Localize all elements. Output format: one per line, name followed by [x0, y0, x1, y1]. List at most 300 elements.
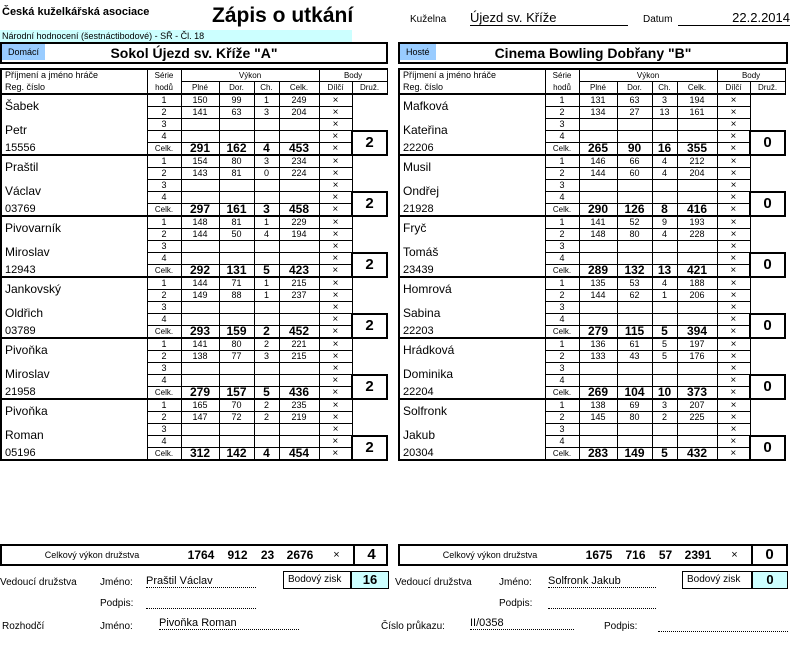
total-label: Celk.: [147, 265, 181, 278]
home-sign-line: [146, 596, 256, 609]
table-row: [1, 155, 387, 168]
x-mark: ×: [319, 94, 352, 107]
home-total-celk: 2676: [286, 548, 314, 562]
empty-cell: [219, 241, 254, 253]
total-label: Celk.: [545, 143, 579, 156]
score-cell: 3: [652, 94, 677, 107]
x-mark: ×: [717, 265, 750, 278]
score-cell: 194: [279, 229, 319, 241]
col-header-vykon: Výkon: [181, 69, 319, 82]
x-mark: ×: [717, 387, 750, 400]
serie-number: 2: [147, 107, 181, 119]
serie-number: 2: [147, 229, 181, 241]
x-mark: ×: [319, 216, 352, 229]
total-cell: 16: [652, 143, 677, 156]
score-cell: 229: [279, 216, 319, 229]
x-mark: ×: [717, 412, 750, 424]
score-cell: 224: [279, 168, 319, 180]
points-spacer: [750, 399, 785, 436]
serie-number: 4: [147, 314, 181, 326]
away-total-points: 0: [751, 546, 786, 564]
venue-label: Kuželna: [410, 14, 447, 25]
score-cell: 81: [219, 216, 254, 229]
player-total-row: [1, 143, 387, 156]
player-firstname: Kateřina: [399, 119, 545, 143]
empty-cell: [254, 119, 279, 131]
empty-cell: [617, 302, 652, 314]
score-cell: 215: [279, 351, 319, 363]
player-reg: 15556: [1, 143, 147, 156]
empty-cell: [617, 180, 652, 192]
total-cell: 5: [652, 448, 677, 461]
table-row: [1, 277, 387, 290]
empty-cell: [652, 363, 677, 375]
empty-cell: [279, 302, 319, 314]
x-mark: ×: [717, 107, 750, 119]
empty-cell: [652, 119, 677, 131]
player-total-row: [399, 143, 785, 156]
score-cell: 138: [181, 351, 219, 363]
col-header-dilci: Dílčí: [717, 82, 750, 95]
total-cell: 291: [181, 143, 219, 156]
score-cell: 50: [219, 229, 254, 241]
score-cell: 144: [181, 277, 219, 290]
col-header-dor: Dor.: [617, 82, 652, 95]
total-cell: 162: [219, 143, 254, 156]
col-header-druz: Druž.: [352, 82, 387, 95]
score-cell: 249: [279, 94, 319, 107]
away-team-box: [398, 42, 788, 64]
x-mark: ×: [319, 107, 352, 119]
serie-number: 4: [147, 436, 181, 448]
score-cell: 1: [652, 290, 677, 302]
col-header-dilci: Dílčí: [319, 82, 352, 95]
total-cell: 421: [677, 265, 717, 278]
empty-cell: [181, 363, 219, 375]
points-spacer: [352, 399, 387, 436]
away-name-label: Jméno:: [499, 577, 532, 588]
total-cell: 5: [254, 265, 279, 278]
table-row: [399, 424, 785, 436]
score-cell: 204: [677, 168, 717, 180]
serie-number: 1: [147, 277, 181, 290]
col-header-ch: Ch.: [254, 82, 279, 95]
referee-name: Pivoňka Roman: [159, 617, 299, 630]
x-mark: ×: [319, 143, 352, 156]
x-mark: ×: [717, 351, 750, 363]
empty-cell: [254, 180, 279, 192]
player-points: 0: [750, 314, 785, 339]
total-label: Celk.: [147, 143, 181, 156]
total-cell: 159: [219, 326, 254, 339]
table-row: [399, 241, 785, 253]
x-mark: ×: [319, 387, 352, 400]
player-total-row: [1, 387, 387, 400]
empty-cell: [617, 363, 652, 375]
home-bz-label: Bodový zisk: [283, 571, 351, 589]
table-row: [399, 277, 785, 290]
x-mark: ×: [319, 351, 352, 363]
score-cell: 3: [254, 351, 279, 363]
empty-cell: [279, 424, 319, 436]
player-firstname: Tomáš: [399, 241, 545, 265]
table-row: [399, 216, 785, 229]
x-mark: ×: [717, 424, 750, 436]
player-total-row: [399, 387, 785, 400]
score-cell: 4: [254, 229, 279, 241]
empty-cell: [181, 241, 219, 253]
total-label: Celk.: [545, 265, 579, 278]
date-label: Datum: [643, 14, 673, 25]
score-cell: 204: [279, 107, 319, 119]
empty-cell: [579, 302, 617, 314]
table-row: [1, 119, 387, 131]
empty-cell: [181, 424, 219, 436]
score-cell: 1: [254, 216, 279, 229]
score-cell: 1: [254, 290, 279, 302]
x-mark: ×: [319, 204, 352, 217]
x-mark: ×: [717, 363, 750, 375]
total-cell: 265: [579, 143, 617, 156]
player-reg: 21958: [1, 387, 147, 400]
empty-cell: [677, 302, 717, 314]
total-cell: 104: [617, 387, 652, 400]
total-cell: 290: [579, 204, 617, 217]
total-cell: 394: [677, 326, 717, 339]
score-cell: 81: [219, 168, 254, 180]
score-cell: 149: [181, 290, 219, 302]
x-mark: ×: [717, 119, 750, 131]
away-total-plne: 1675: [585, 548, 613, 562]
x-mark: ×: [717, 204, 750, 217]
home-tag: Domácí: [2, 44, 45, 60]
total-cell: 269: [579, 387, 617, 400]
x-mark: ×: [717, 290, 750, 302]
empty-cell: [279, 363, 319, 375]
x-mark: ×: [717, 448, 750, 461]
score-cell: 13: [652, 107, 677, 119]
empty-cell: [579, 180, 617, 192]
player-surname: Pivoňka: [1, 399, 147, 424]
x-mark: ×: [717, 131, 750, 143]
x-mark: ×: [319, 424, 352, 436]
score-cell: 215: [279, 277, 319, 290]
col-header-plne: Plné: [181, 82, 219, 95]
empty-cell: [219, 424, 254, 436]
col-header-ch: Ch.: [652, 82, 677, 95]
serie-number: 3: [545, 302, 579, 314]
x-mark: ×: [319, 448, 352, 461]
empty-cell: [254, 302, 279, 314]
player-reg: 22206: [399, 143, 545, 156]
score-cell: 0: [254, 168, 279, 180]
serie-number: 2: [545, 351, 579, 363]
score-cell: 144: [181, 229, 219, 241]
table-row: [1, 424, 387, 436]
table-row: [399, 119, 785, 131]
referee-card: II/0358: [470, 617, 574, 630]
score-cell: 146: [579, 155, 617, 168]
empty-cell: [617, 424, 652, 436]
total-cell: 283: [579, 448, 617, 461]
total-label: Celk.: [147, 387, 181, 400]
score-cell: 194: [677, 94, 717, 107]
points-spacer: [352, 216, 387, 253]
empty-cell: [677, 119, 717, 131]
score-cell: 148: [181, 216, 219, 229]
table-row: [399, 363, 785, 375]
player-firstname: Jakub: [399, 424, 545, 448]
table-row: [1, 216, 387, 229]
away-team-total: [398, 544, 788, 566]
serie-number: 1: [147, 94, 181, 107]
col-header-celk: Celk.: [279, 82, 319, 95]
player-firstname: Petr: [1, 119, 147, 143]
score-cell: 131: [579, 94, 617, 107]
serie-number: 2: [545, 412, 579, 424]
player-surname: Šabek: [1, 94, 147, 119]
referee-sign-label: Podpis:: [604, 621, 638, 632]
serie-number: 2: [147, 412, 181, 424]
serie-number: 1: [147, 155, 181, 168]
score-cell: 165: [181, 399, 219, 412]
serie-number: 2: [147, 290, 181, 302]
total-cell: 452: [279, 326, 319, 339]
score-cell: 80: [219, 155, 254, 168]
total-cell: 142: [219, 448, 254, 461]
home-sign-label: Podpis:: [100, 598, 134, 609]
total-label: Celk.: [545, 204, 579, 217]
total-label: Celk.: [147, 326, 181, 339]
empty-cell: [279, 180, 319, 192]
score-cell: 133: [579, 351, 617, 363]
away-sign-line: [548, 596, 656, 609]
player-reg: 03789: [1, 326, 147, 339]
player-firstname: Oldřich: [1, 302, 147, 326]
home-leader-label: Vedoucí družstva: [0, 577, 77, 588]
total-cell: 454: [279, 448, 319, 461]
empty-cell: [219, 180, 254, 192]
empty-cell: [652, 241, 677, 253]
total-cell: 432: [677, 448, 717, 461]
score-cell: 147: [181, 412, 219, 424]
x-mark: ×: [717, 253, 750, 265]
page-title: Zápis o utkání: [212, 4, 354, 27]
score-cell: 161: [677, 107, 717, 119]
player-points: 0: [750, 131, 785, 156]
table-row: [1, 180, 387, 192]
table-row: [1, 302, 387, 314]
serie-number: 1: [545, 277, 579, 290]
total-label: Celk.: [545, 326, 579, 339]
player-firstname: Václav: [1, 180, 147, 204]
serie-number: 3: [545, 424, 579, 436]
score-cell: 141: [181, 338, 219, 351]
player-surname: Jankovský: [1, 277, 147, 302]
score-cell: 2: [254, 399, 279, 412]
score-cell: 193: [677, 216, 717, 229]
score-cell: 197: [677, 338, 717, 351]
total-cell: 297: [181, 204, 219, 217]
player-surname: Pivoňka: [1, 338, 147, 363]
score-cell: 52: [617, 216, 652, 229]
empty-cell: [677, 241, 717, 253]
x-mark: ×: [319, 363, 352, 375]
serie-number: 1: [545, 399, 579, 412]
score-cell: 145: [579, 412, 617, 424]
player-total-row: [399, 204, 785, 217]
date-value: 22.2.2014: [678, 10, 790, 26]
total-cell: 416: [677, 204, 717, 217]
score-cell: 66: [617, 155, 652, 168]
score-cell: 154: [181, 155, 219, 168]
serie-number: 3: [147, 302, 181, 314]
serie-number: 1: [147, 216, 181, 229]
x-mark: ×: [717, 168, 750, 180]
serie-number: 2: [147, 168, 181, 180]
home-team-name: Sokol Újezd sv. Kříže "A": [110, 45, 278, 61]
empty-cell: [181, 302, 219, 314]
referee-name-label: Jméno:: [100, 621, 133, 632]
player-points: 2: [352, 192, 387, 217]
x-mark: ×: [717, 338, 750, 351]
empty-cell: [219, 302, 254, 314]
player-total-row: [1, 326, 387, 339]
total-cell: 90: [617, 143, 652, 156]
empty-cell: [254, 241, 279, 253]
total-label: Celk.: [147, 448, 181, 461]
player-firstname: Ondřej: [399, 180, 545, 204]
score-cell: 221: [279, 338, 319, 351]
score-cell: 70: [219, 399, 254, 412]
score-cell: 69: [617, 399, 652, 412]
serie-number: 3: [545, 363, 579, 375]
empty-cell: [617, 119, 652, 131]
table-row: [399, 155, 785, 168]
serie-number: 3: [147, 180, 181, 192]
score-cell: 138: [579, 399, 617, 412]
x-mark: ×: [319, 290, 352, 302]
total-cell: 115: [617, 326, 652, 339]
score-cell: 1: [254, 277, 279, 290]
player-surname: Hrádková: [399, 338, 545, 363]
score-cell: 235: [279, 399, 319, 412]
total-cell: 373: [677, 387, 717, 400]
total-cell: 355: [677, 143, 717, 156]
empty-cell: [254, 424, 279, 436]
points-spacer: [750, 338, 785, 375]
player-surname: Solfronk: [399, 399, 545, 424]
total-label: Celk.: [545, 387, 579, 400]
score-cell: 148: [579, 229, 617, 241]
player-points: 0: [750, 253, 785, 278]
referee-card-label: Číslo průkazu:: [381, 621, 445, 632]
player-surname: Pivovarník: [1, 216, 147, 241]
col-header-druz: Druž.: [750, 82, 785, 95]
player-reg: 03769: [1, 204, 147, 217]
col-header-name: Příjmení a jméno hráče: [399, 69, 545, 82]
away-team-name: Cinema Bowling Dobřany "B": [494, 45, 692, 61]
serie-number: 4: [147, 192, 181, 204]
empty-cell: [219, 119, 254, 131]
player-surname: Mafková: [399, 94, 545, 119]
col-header-body: Body: [319, 69, 387, 82]
points-spacer: [352, 277, 387, 314]
serie-number: 3: [147, 119, 181, 131]
x-mark: ×: [717, 375, 750, 387]
player-firstname: Dominika: [399, 363, 545, 387]
player-reg: 22204: [399, 387, 545, 400]
serie-number: 1: [147, 338, 181, 351]
score-cell: 77: [219, 351, 254, 363]
x-mark: ×: [319, 131, 352, 143]
table-row: [399, 399, 785, 412]
player-firstname: Miroslav: [1, 363, 147, 387]
x-mark: ×: [319, 119, 352, 131]
points-spacer: [750, 155, 785, 192]
player-total-row: [1, 448, 387, 461]
home-name-label: Jméno:: [100, 577, 133, 588]
away-sign-label: Podpis:: [499, 598, 533, 609]
serie-number: 1: [147, 399, 181, 412]
serie-number: 4: [147, 253, 181, 265]
x-mark: ×: [319, 277, 352, 290]
score-cell: 219: [279, 412, 319, 424]
score-cell: 27: [617, 107, 652, 119]
away-bz-value: 0: [752, 571, 788, 589]
total-cell: 8: [652, 204, 677, 217]
total-cell: 289: [579, 265, 617, 278]
score-cell: 207: [677, 399, 717, 412]
score-cell: 5: [652, 338, 677, 351]
player-reg: 21928: [399, 204, 545, 217]
score-cell: 62: [617, 290, 652, 302]
table-row: [1, 399, 387, 412]
serie-number: 1: [545, 94, 579, 107]
serie-number: 4: [147, 131, 181, 143]
referee-sign-line: [658, 619, 788, 632]
empty-cell: [254, 363, 279, 375]
player-total-row: [1, 204, 387, 217]
org-name: Česká kuželkářská asociace: [2, 6, 150, 18]
score-cell: 1: [254, 94, 279, 107]
player-points: 0: [750, 192, 785, 217]
home-team-total: [0, 544, 388, 566]
empty-cell: [181, 180, 219, 192]
home-leader-name: Praštil Václav: [146, 575, 256, 588]
score-cell: 5: [652, 351, 677, 363]
total-cell: 453: [279, 143, 319, 156]
col-header-dor: Dor.: [219, 82, 254, 95]
score-cell: 2: [652, 412, 677, 424]
total-cell: 458: [279, 204, 319, 217]
score-cell: 53: [617, 277, 652, 290]
score-cell: 60: [617, 168, 652, 180]
table-row: [1, 94, 387, 107]
player-total-row: [1, 265, 387, 278]
player-points: 2: [352, 131, 387, 156]
subtitle: Národní hodnocení (šestnáctibodové) - SŘ - Čl. 18: [0, 30, 352, 42]
x-mark: ×: [319, 326, 352, 339]
score-cell: 141: [181, 107, 219, 119]
away-tag: Hosté: [400, 44, 436, 60]
score-cell: 3: [652, 399, 677, 412]
away-leader-name: Solfronk Jakub: [548, 575, 656, 588]
total-cell: 312: [181, 448, 219, 461]
x-mark: ×: [717, 314, 750, 326]
player-reg: 05196: [1, 448, 147, 461]
score-cell: 9: [652, 216, 677, 229]
